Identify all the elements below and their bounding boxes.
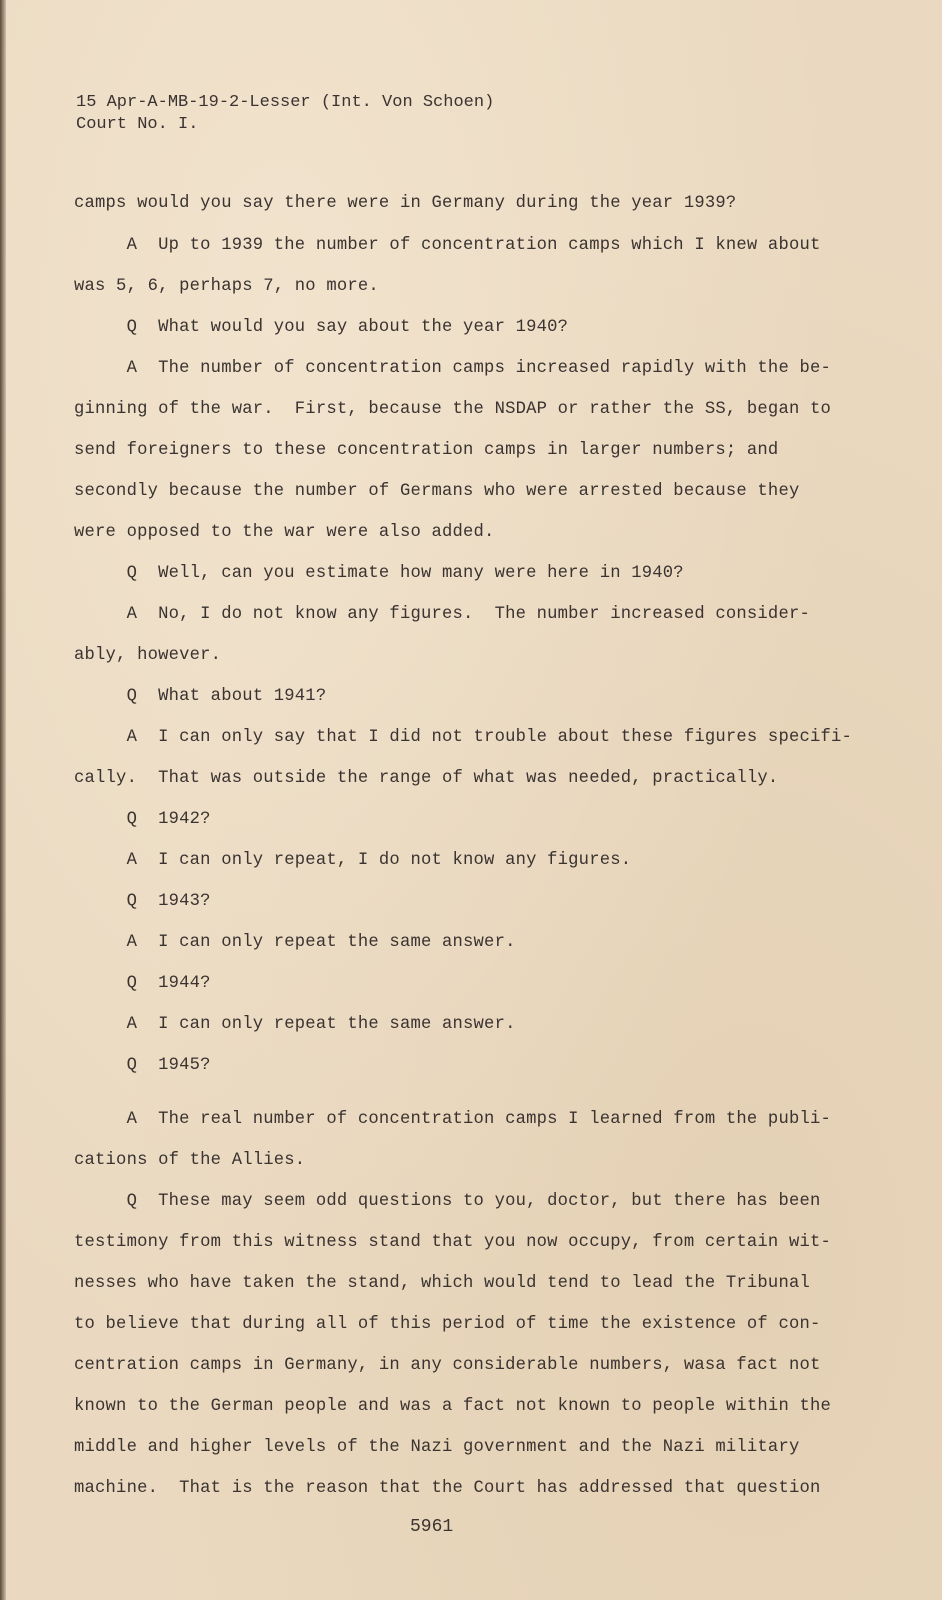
transcript-line: nesses who have taken the stand, which would tend to lead the Tribunal — [74, 1274, 810, 1293]
transcript-line: A I can only repeat, I do not know any figures. — [74, 851, 632, 870]
transcript-line: Q 1942? — [74, 810, 211, 829]
transcript-line: Q What about 1941? — [74, 687, 327, 706]
transcript-line: known to the German people and was a fact not known to people within the — [74, 1397, 832, 1416]
transcript-line: testimony from this witness stand that you now occupy, from certain wit- — [74, 1233, 832, 1252]
transcript-line: cations of the Allies. — [74, 1151, 306, 1170]
transcript-line: A I can only repeat the same answer. — [74, 1015, 516, 1034]
transcript-line: A I can only repeat the same answer. — [74, 933, 516, 952]
header-line-1: 15 Apr-A-MB-19-2-Lesser (Int. Von Schoen) — [76, 93, 495, 112]
transcript-line: camps would you say there were in Germany during the year 1939? — [74, 194, 737, 213]
page-left-edge — [0, 0, 6, 1600]
transcript-line: Q 1943? — [74, 892, 211, 911]
transcript-line: ginning of the war. First, because the NSDAP or rather the SS, began to — [74, 400, 832, 419]
transcript-line: Q These may seem odd questions to you, doctor, but there has been — [74, 1192, 821, 1211]
transcript-line: secondly because the number of Germans who were arrested because they — [74, 482, 800, 501]
transcript-line: centration camps in Germany, in any considerable numbers, wasa fact not — [74, 1356, 821, 1375]
transcript-line: A The real number of concentration camps I learned from the publi- — [74, 1110, 832, 1129]
transcript-line: middle and higher levels of the Nazi government and the Nazi military — [74, 1438, 800, 1457]
transcript-line: A I can only say that I did not trouble about these figures specifi- — [74, 728, 853, 747]
transcript-line: Q What would you say about the year 1940? — [74, 318, 569, 337]
transcript-line: cally. That was outside the range of what was needed, practically. — [74, 769, 779, 788]
transcript-line: Q 1945? — [74, 1056, 211, 1075]
transcript-line: machine. That is the reason that the Court has addressed that question — [74, 1479, 821, 1498]
transcript-line: to believe that during all of this period of time the existence of con- — [74, 1315, 821, 1334]
page-header — [76, 92, 494, 136]
page-number: 5961 — [410, 1517, 454, 1537]
transcript-line: A The number of concentration camps increased rapidly with the be- — [74, 359, 832, 378]
transcript-line: ably, however. — [74, 646, 222, 665]
transcript-line: A No, I do not know any figures. The number increased consider- — [74, 605, 810, 624]
header-line-2: Court No. I. — [76, 115, 199, 134]
transcript-line: were opposed to the war were also added. — [74, 523, 495, 542]
transcript-line: send foreigners to these concentration camps in larger numbers; and — [74, 441, 779, 460]
transcript-line: Q 1944? — [74, 974, 211, 993]
transcript-line: Q Well, can you estimate how many were here in 1940? — [74, 564, 684, 583]
transcript-line: was 5, 6, perhaps 7, no more. — [74, 277, 379, 296]
transcript-line: A Up to 1939 the number of concentration camps which I knew about — [74, 236, 821, 255]
